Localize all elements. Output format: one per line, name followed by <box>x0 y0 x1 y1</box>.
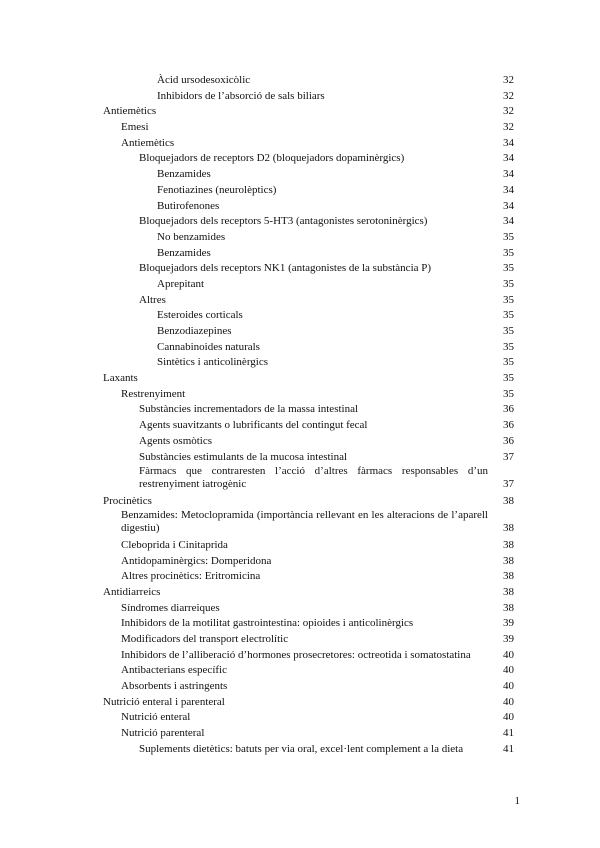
page-number: 1 <box>514 795 520 807</box>
toc-entry[interactable] <box>103 136 514 150</box>
toc-entry-page: 38 <box>503 585 514 598</box>
toc-entry[interactable] <box>103 277 514 291</box>
toc-entry-title: Sintètics i anticolinèrgics <box>157 356 268 369</box>
toc-entry-title: Benzamides <box>157 246 211 259</box>
toc-entry[interactable] <box>103 402 514 416</box>
toc-entry-title: Benzodiazepines <box>157 325 232 337</box>
toc-entry[interactable] <box>103 104 514 118</box>
toc-entry-page: 38 <box>503 494 514 507</box>
toc-entry-title: Nutrició enteral <box>121 711 191 724</box>
toc-entry[interactable] <box>103 214 514 228</box>
toc-entry-title: Nutrició enteral i parenteral <box>103 695 225 708</box>
toc-entry-page: 37 <box>503 478 514 491</box>
toc-entry[interactable] <box>103 418 514 432</box>
toc-entry-page: 35 <box>503 246 514 259</box>
toc-entry-title: Antiemètics <box>121 136 175 149</box>
toc-entry[interactable] <box>103 308 514 322</box>
toc-entry-title: Fàrmacs que contraresten l’acció d’altres fàrmacs responsables d’un restrenyiment iatrogènic <box>139 465 488 491</box>
toc-entry-page: 40 <box>503 695 514 708</box>
toc-entry-title: Agents suavitzants o lubrificants del contingut fecal <box>139 419 368 432</box>
toc-entry-title: Altres <box>139 293 166 306</box>
toc-entry-title: Antibacterians específic <box>121 664 227 677</box>
toc-entry[interactable] <box>103 355 514 369</box>
toc-entry-page: 32 <box>503 74 514 86</box>
toc-entry[interactable] <box>103 230 514 244</box>
toc-entry[interactable] <box>103 183 514 197</box>
toc-entry-page: 40 <box>503 680 514 693</box>
toc-entry-page: 36 <box>503 403 514 416</box>
toc-entry-title: Fenotiazines (neurolèptics) <box>157 183 277 196</box>
toc-entry[interactable] <box>103 371 514 385</box>
toc-entry-title: Bloquejadors dels receptors 5-HT3 (antagonistes serotoninèrgics) <box>139 215 428 228</box>
toc-entry[interactable] <box>103 246 514 260</box>
toc-entry-title: Inhibidors de l’absorció de sals biliars <box>157 89 325 102</box>
toc-entry-title: Butirofenones <box>157 199 220 212</box>
toc-entry[interactable] <box>103 509 514 535</box>
toc-entry-page: 32 <box>503 105 514 118</box>
toc-entry[interactable] <box>103 293 514 307</box>
toc-entry[interactable] <box>103 616 514 630</box>
toc-entry-title: Altres procinètics: Eritromicina <box>121 570 261 583</box>
toc-entry-page: 35 <box>503 230 514 243</box>
toc-entry-title: Inhibidors de la motilitat gastrointestina: opioides i anticolinèrgics <box>121 617 414 630</box>
toc-entry-title: Benzamides: Metoclopramida (importància rellevant en les alteracions de l’aparell digestiu) <box>121 509 488 535</box>
toc-entry[interactable] <box>103 742 514 756</box>
toc-entry[interactable] <box>103 89 514 103</box>
toc-entry-title: Agents osmòtics <box>139 434 213 447</box>
toc-entry-title: Laxants <box>103 372 138 385</box>
toc-entry-title: No benzamides <box>157 230 226 243</box>
toc-entry[interactable] <box>103 632 514 646</box>
toc-entry-page: 32 <box>503 89 514 102</box>
toc-entry-title: Emesi <box>121 121 149 134</box>
toc-entry-page: 39 <box>503 633 514 645</box>
table-of-contents <box>103 73 514 758</box>
toc-entry[interactable] <box>103 695 514 709</box>
toc-entry[interactable] <box>103 554 514 568</box>
toc-entry-title: Modificadors del transport electrolític <box>121 633 289 645</box>
toc-entry-page: 34 <box>503 152 514 165</box>
toc-entry[interactable] <box>103 726 514 740</box>
toc-entry-page: 35 <box>503 372 514 385</box>
toc-entry-page: 36 <box>503 434 514 447</box>
toc-entry-page: 40 <box>503 664 514 677</box>
toc-entry-title: Restrenyiment <box>121 387 186 400</box>
toc-entry[interactable] <box>103 324 514 338</box>
toc-entry[interactable] <box>103 387 514 401</box>
toc-entry-title: Cleboprida i Cinitaprida <box>121 538 228 551</box>
toc-entry-title: Inhibidors de l’alliberació d’hormones prosecretores: octreotida i somatostatina <box>121 648 471 661</box>
toc-entry[interactable] <box>103 679 514 693</box>
toc-entry-title: Benzamides <box>157 168 211 181</box>
toc-entry-page: 32 <box>503 121 514 134</box>
toc-entry-page: 34 <box>503 215 514 228</box>
toc-entry-title: Cannabinoides naturals <box>157 340 260 353</box>
toc-entry-page: 35 <box>503 293 514 306</box>
toc-entry[interactable] <box>103 663 514 677</box>
toc-entry[interactable] <box>103 494 514 508</box>
toc-entry-title: Antidiarreics <box>103 585 161 598</box>
toc-entry-page: 34 <box>503 199 514 212</box>
toc-entry-page: 40 <box>503 648 514 661</box>
toc-entry-title: Substàncies incrementadors de la massa intestinal <box>139 403 359 416</box>
toc-entry[interactable] <box>103 585 514 599</box>
toc-entry-title: Absorbents i astringents <box>121 680 228 693</box>
toc-entry-title: Aprepitant <box>157 277 205 290</box>
toc-entry-title: Antiemètics <box>103 105 157 118</box>
toc-entry-title: Bloquejadors dels receptors NK1 (antagonistes de la substància P) <box>139 262 432 275</box>
toc-entry[interactable] <box>103 710 514 724</box>
toc-entry-page: 35 <box>503 325 514 337</box>
toc-entry-page: 36 <box>503 419 514 432</box>
toc-entry-title: Síndromes diarreiques <box>121 601 220 614</box>
toc-entry-title: Bloquejadors de receptors D2 (bloquejadors dopaminèrgics) <box>139 152 405 165</box>
toc-entry[interactable] <box>103 648 514 662</box>
toc-entry[interactable] <box>103 569 514 583</box>
toc-entry-title: Nutrició parenteral <box>121 727 205 740</box>
toc-entry-page: 41 <box>503 727 514 740</box>
toc-entry-page: 35 <box>503 356 514 369</box>
toc-entry[interactable] <box>103 199 514 213</box>
toc-entry-page: 38 <box>503 601 514 614</box>
toc-entry-page: 35 <box>503 277 514 290</box>
toc-entry-page: 37 <box>503 450 514 463</box>
toc-entry-title: Esteroides corticals <box>157 309 243 322</box>
toc-entry-title: Substàncies estimulants de la mucosa intestinal <box>139 450 348 463</box>
toc-entry-page: 38 <box>503 522 514 535</box>
toc-entry-page: 41 <box>503 742 514 755</box>
toc-entry[interactable] <box>103 151 514 165</box>
toc-entry-page: 38 <box>503 538 514 551</box>
toc-entry-page: 38 <box>503 554 514 567</box>
toc-entry[interactable] <box>103 167 514 181</box>
toc-entry-page: 35 <box>503 387 514 400</box>
toc-entry[interactable] <box>103 340 514 354</box>
toc-entry-page: 34 <box>503 136 514 149</box>
toc-entry-page: 40 <box>503 711 514 724</box>
toc-entry[interactable] <box>103 538 514 552</box>
toc-entry-page: 35 <box>503 340 514 353</box>
toc-entry-title: Àcid ursodesoxicòlic <box>157 74 251 86</box>
toc-entry[interactable] <box>103 465 514 491</box>
toc-entry[interactable] <box>103 261 514 275</box>
toc-entry[interactable] <box>103 73 514 87</box>
toc-entry-page: 34 <box>503 183 514 196</box>
toc-entry[interactable] <box>103 434 514 448</box>
toc-entry-title: Antidopaminèrgics: Domperidona <box>121 554 272 567</box>
toc-entry[interactable] <box>103 601 514 615</box>
toc-entry-title: Procinètics <box>103 494 152 507</box>
toc-entry-page: 35 <box>503 309 514 322</box>
toc-entry-page: 38 <box>503 570 514 583</box>
toc-entry[interactable] <box>103 120 514 134</box>
toc-entry-page: 34 <box>503 168 514 181</box>
toc-entry-title: Suplements dietètics: batuts per via oral, excel·lent complement a la dieta <box>139 742 464 755</box>
toc-entry-page: 39 <box>503 617 514 630</box>
toc-entry-page: 35 <box>503 262 514 275</box>
toc-entry[interactable] <box>103 450 514 464</box>
